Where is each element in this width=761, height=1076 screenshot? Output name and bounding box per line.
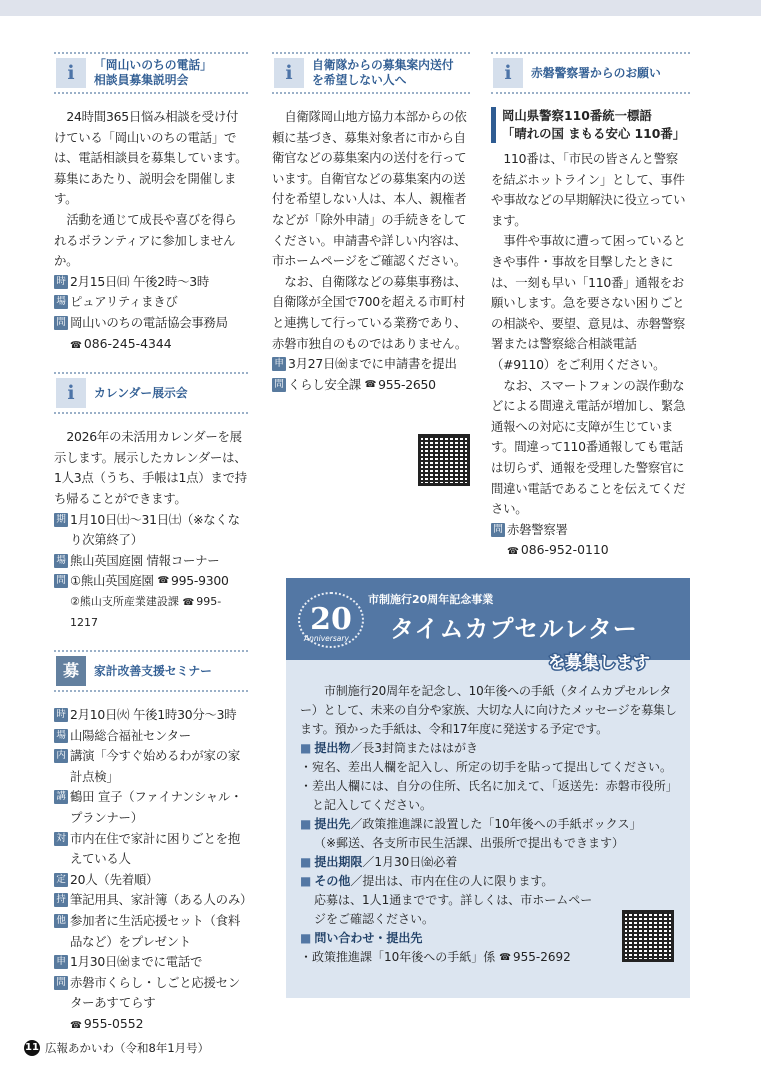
item-heading: ■ 提出物／長3封筒またははがき: [300, 741, 478, 755]
phone-icon: ☎: [70, 1019, 82, 1031]
time-tag: 時: [54, 275, 68, 289]
phone-icon: ☎: [157, 575, 169, 587]
info-line: 場 ピュアリティまきび: [54, 292, 248, 313]
info-line: 時 2月15日㈰ 午後2時～3時: [54, 272, 248, 293]
item-note: 応募は、1人1通までです。詳しくは、市ホームページをご確認ください。: [314, 893, 593, 926]
column-left: [54, 52, 253, 1037]
banner-title: タイムカプセルレター: [390, 615, 638, 643]
body-text: なお、自衛隊などの募集事務は、自衛隊が全国で700を超える市町村と連携して行っている業務であり、赤磐市独自のものではありません。: [272, 273, 467, 351]
phone-line: ☎ 086-952-0110: [507, 542, 609, 558]
label-tag: 講: [54, 790, 68, 804]
body-text: 活動を通じて成長や喜びを得られるボランティアに参加しませんか。: [54, 211, 237, 269]
phone-icon: ☎: [182, 596, 195, 608]
info-line: 場 熊山英国庭園 情報コーナー: [54, 551, 248, 572]
info-line: 持 筆記用具、家計簿（ある人のみ）: [54, 890, 248, 911]
body-text: 自衛隊岡山地方協力本部からの依頼に基づき、募集対象者に市から自衛官などの募集案内の送付を行っています。自衛官などの募集案内の送付を希望しない人は、本人、親権者などが「除外申請」の手続きをしてください。申請書や詳しい内容は、市ホームページをご確認ください。: [272, 109, 467, 269]
info-line: 内 講演「今すぐ始めるわが家の家計点検」: [54, 746, 248, 787]
label-tag: 持: [54, 893, 68, 907]
info-line: 申 3月27日㈮までに申請書を提出: [272, 354, 470, 375]
label-tag: 時: [54, 708, 68, 722]
time-capsule-body: [300, 682, 680, 967]
contact-tag: 問: [54, 316, 68, 330]
item-note: （※郵送、各支所市民生活課、出張所で提出もできます）: [314, 836, 625, 850]
police-slogan: 岡山県警察110番統一標語 「晴れの国 まもる安心 110番」: [491, 107, 690, 143]
info-line: 対 市内在住で家計に困りごとを抱えている人: [54, 829, 248, 870]
section-header-seminar: [54, 650, 248, 692]
phone-icon: ☎: [507, 546, 519, 558]
top-band: [0, 0, 761, 16]
info-icon: i: [274, 58, 304, 88]
info-line: 問 赤磐市くらし・しごと応援センターあすてらす: [54, 973, 248, 1014]
phone-line: ②熊山支所産業建設課 ☎ 995-1217: [70, 594, 222, 630]
column-middle: [272, 52, 470, 395]
qr-code[interactable]: [418, 434, 470, 486]
info-line: 講 鶴田 宣子（ファイナンシャル・プランナー）: [54, 787, 248, 828]
info-line: 問 くらし安全課 ☎ 955-2650: [272, 375, 470, 396]
section-title: を希望しない人へ: [312, 73, 407, 87]
column-right: [491, 52, 690, 563]
phone-line: ☎ 955-0552: [70, 1015, 144, 1031]
phone-line: ☎ 086-245-4344: [70, 335, 172, 351]
footer-text: 広報あかいわ（令和8年1月号）: [45, 1041, 210, 1055]
label-tag: 対: [54, 832, 68, 846]
item-heading: ■ 問い合わせ・提出先: [300, 931, 423, 945]
label-tag: 申: [54, 955, 68, 969]
label-tag: 場: [54, 729, 68, 743]
section-title: 「岡山いのちの電話」: [94, 58, 212, 72]
banner-subtitle: 市制施行20周年記念事業: [368, 593, 494, 606]
section-title: 赤磐警察署からのお願い: [531, 65, 661, 80]
section-title: カレンダー展示会: [94, 385, 188, 400]
time-capsule-banner: [286, 578, 690, 673]
list-item: ・ 差出人欄には、自分の住所、氏名に加えて、「返送先：赤磐市役所」と記入してください。: [300, 779, 678, 812]
time-capsule-box: [286, 578, 690, 998]
section-header-inochi: [54, 52, 248, 94]
label-tag: 定: [54, 873, 68, 887]
list-item: ・ 政策推進課「10年後への手紙」係 ☎ 955-2692: [300, 948, 680, 967]
section-header-jieitai: [272, 52, 470, 94]
item-heading: ■ 提出先／政策推進課に設置した「10年後への手紙ボックス」: [300, 817, 642, 831]
label-tag: 問: [54, 976, 68, 990]
section-header-calendar: [54, 372, 248, 414]
info-icon: i: [56, 378, 86, 408]
info-line: 定 20人（先着順）: [54, 870, 248, 891]
info-line: 問 ①熊山英国庭園 ☎ 995-9300: [54, 571, 248, 592]
list-item: ・ 宛名、差出人欄を記入し、所定の切手を貼って提出してください。: [300, 760, 673, 774]
page-number: 11: [24, 1040, 40, 1056]
section-title: 自衛隊からの募集案内送付: [312, 58, 454, 72]
label-tag: 内: [54, 749, 68, 763]
info-icon: i: [493, 58, 523, 88]
info-line: 問 岡山いのちの電話協会事務局: [54, 313, 248, 334]
info-line: 期 1月10日㈯～31日㈯（※なくなり次第終了）: [54, 510, 248, 551]
phone-icon: ☎: [364, 378, 377, 390]
info-line: 他 参加者に生活応援セット（食料品など）をプレゼント: [54, 911, 248, 952]
anniversary-logo: 20 Anniversary: [298, 592, 364, 648]
item-heading: ■ その他／提出は、市内在住の人に限ります。: [300, 874, 554, 888]
info-line: 問 赤磐警察署: [491, 520, 690, 541]
qr-code[interactable]: [622, 910, 674, 962]
section-header-police: [491, 52, 690, 94]
contact-tag: 問: [272, 378, 286, 392]
label-tag: 他: [54, 914, 68, 928]
info-line: 申 1月30日㈮までに電話で: [54, 952, 248, 973]
place-tag: 場: [54, 554, 68, 568]
info-icon: i: [56, 58, 86, 88]
body-text: なお、スマートフォンの誤作動などによる間違え電話が増加し、緊急通報への対応に支障が生じています。間違って110番通報しても電話は切らず、通報を受理した警察官に間違い電話であることを伝えてください。: [491, 377, 686, 517]
phone-icon: ☎: [499, 952, 511, 963]
body-text: 事件や事故に遭って困っているときや事件・事故を目撃したときには、一刻も早い「110番」通報をお願いします。急を要さない困りごとの相談や、要望、意見は、赤磐警察署または警察総合相談電話（#9110）をご利用ください。: [491, 233, 686, 372]
body-text: 24時間365日悩み相談を受け付けている「岡山いのちの電話」では、電話相談員を募集しています。募集にあたり、説明会を開催します。: [54, 109, 248, 207]
intro-text: 市制施行20周年を記念し、10年後への手紙（タイムカプセルレター）として、未来の自分や家族、大切な人に向けたメッセージを募集します。預かった手紙は、令和17年度に発送する予定です。: [300, 684, 677, 736]
footer: [24, 1040, 209, 1056]
banner-title-sub: を募集します: [548, 653, 650, 673]
period-tag: 期: [54, 513, 68, 527]
body-text: 2026年の未活用カレンダーを展示します。展示したカレンダーは、1人3点（うち、手帳は1点）まで持ち帰ることができます。: [54, 429, 247, 506]
item-heading: ■ 提出期限／1月30日㈮必着: [300, 855, 458, 869]
section-title: 相談員募集説明会: [94, 73, 189, 87]
body-text: 110番は、「市民の皆さんと警察を結ぶホットライン」として、事件や事故などの早期解決に役立っています。: [491, 151, 686, 228]
place-tag: 場: [54, 295, 68, 309]
contact-tag: 問: [54, 574, 68, 588]
info-line: 場 山陽総合福祉センター: [54, 726, 248, 747]
contact-tag: 問: [491, 523, 505, 537]
apply-tag: 申: [272, 357, 286, 371]
section-title: 家計改善支援セミナー: [94, 663, 212, 678]
info-line: 時 2月10日㈫ 午後1時30分～3時: [54, 705, 248, 726]
seminar-items: [54, 705, 253, 1014]
phone-icon: ☎: [70, 339, 82, 351]
recruit-icon: 募: [56, 656, 86, 686]
